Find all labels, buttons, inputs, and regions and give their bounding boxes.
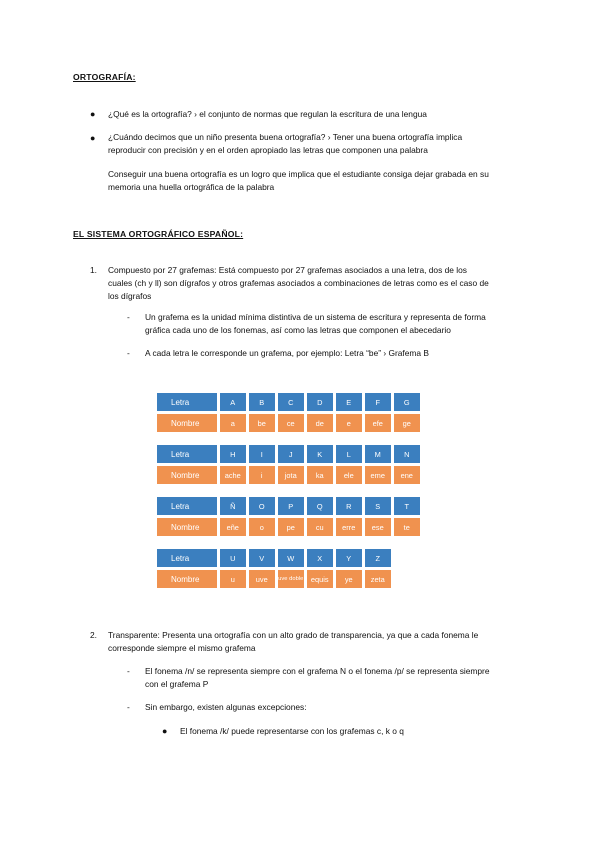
name-cell: uve doble [278, 570, 305, 588]
letter-cell: A [220, 393, 247, 411]
item2-line1: Transparente: Presenta una ortografía con un alto grado de transparencia, ya que a cada fonema le [108, 630, 479, 640]
bullet-dot: ● [162, 726, 168, 736]
nombre-label: Nombre [157, 518, 217, 536]
name-cell: efe [365, 414, 392, 432]
letter-cell: K [307, 445, 334, 463]
name-cell: zeta [365, 570, 392, 588]
letter-cell: E [336, 393, 363, 411]
grafema-definition-line2: gráfica cada uno de los fonemas, así como las letras que componen el abecedario [145, 325, 451, 335]
letter-cell: W [278, 549, 305, 567]
name-cell: eme [365, 466, 392, 484]
item-number-1: 1. [90, 265, 97, 275]
dash-marker: - [127, 348, 130, 358]
name-cell: ache [220, 466, 247, 484]
name-cell: erre [336, 518, 363, 536]
bullet-dot: ● [90, 133, 96, 143]
nombre-label: Nombre [157, 466, 217, 484]
question-buena-ortografia-line2: reproducir con precisión y en el orden apropiado las letras que componen una palabra [108, 145, 428, 155]
name-cell: e [336, 414, 363, 432]
dash-marker: - [127, 312, 130, 322]
name-cell: ele [336, 466, 363, 484]
name-cell: equis [307, 570, 334, 588]
letter-cell: Q [307, 497, 334, 515]
name-cell: jota [278, 466, 305, 484]
letra-label: Letra [157, 445, 217, 463]
name-cell: eñe [220, 518, 247, 536]
name-cell: o [249, 518, 276, 536]
grafema-definition-line1: Un grafema es la unidad mínima distintiva de un sistema de escritura y representa de forma [145, 312, 486, 322]
letter-cell: F [365, 393, 392, 411]
letter-cell: Z [365, 549, 392, 567]
letter-cell: X [307, 549, 334, 567]
letter-cell: N [394, 445, 421, 463]
name-cell: ge [394, 414, 421, 432]
letter-cell: C [278, 393, 305, 411]
letter-cell: T [394, 497, 421, 515]
section-heading-sistema: EL SISTEMA ORTOGRÁFICO ESPAÑOL: [73, 229, 244, 239]
note-line1: Conseguir una buena ortografía es un logro que implica que el estudiante consiga dejar grabada en su [108, 169, 489, 179]
name-cell: be [249, 414, 276, 432]
alphabet-table [155, 389, 418, 594]
letter-cell: I [249, 445, 276, 463]
bullet-dot: ● [90, 109, 96, 119]
letra-label: Letra [157, 393, 217, 411]
letter-cell: J [278, 445, 305, 463]
letter-cell: L [336, 445, 363, 463]
name-cell: uve [249, 570, 276, 588]
name-cell: ene [394, 466, 421, 484]
letter-cell: Y [336, 549, 363, 567]
nombre-label: Nombre [157, 414, 217, 432]
fonema-n-line2: con el grafema P [145, 679, 209, 689]
name-cell: i [249, 466, 276, 484]
note-line2: memoria una huella ortográfica de la palabra [108, 182, 275, 192]
question-ortografia: ¿Qué es la ortografía? › el conjunto de normas que regulan la escritura de una lengua [108, 109, 427, 119]
dash-marker: - [127, 666, 130, 676]
dash-marker: - [127, 702, 130, 712]
letter-cell: U [220, 549, 247, 567]
name-cell: u [220, 570, 247, 588]
item1-line2: cuales (ch y ll) son dígrafos y otros grafemas asociados a combinaciones de letras como es el caso de [108, 278, 489, 288]
letter-cell: B [249, 393, 276, 411]
name-cell: ce [278, 414, 305, 432]
name-cell: cu [307, 518, 334, 536]
letter-cell: G [394, 393, 421, 411]
item-number-2: 2. [90, 630, 97, 640]
letter-cell: H [220, 445, 247, 463]
name-cell: ye [336, 570, 363, 588]
name-cell: ese [365, 518, 392, 536]
grafema-example: A cada letra le corresponde un grafema, por ejemplo: Letra “be” › Grafema B [145, 348, 429, 358]
letter-cell: M [365, 445, 392, 463]
fonema-n-line1: El fonema /n/ se representa siempre con el grafema N o el fonema /p/ se representa siempre [145, 666, 490, 676]
letter-cell: Ñ [220, 497, 247, 515]
letter-cell: D [307, 393, 334, 411]
letter-cell: V [249, 549, 276, 567]
item1-line3: los dígrafos [108, 291, 152, 301]
letter-cell: R [336, 497, 363, 515]
item1-line1: Compuesto por 27 grafemas: Está compuesto por 27 grafemas asociados a una letra, dos de los [108, 265, 467, 275]
letter-cell: O [249, 497, 276, 515]
item2-line2: corresponde siempre el mismo grafema [108, 643, 256, 653]
excepciones-intro: Sin embargo, existen algunas excepciones: [145, 702, 307, 712]
fonema-k-exception: El fonema /k/ puede representarse con los grafemas c, k o q [180, 726, 404, 736]
name-cell: pe [278, 518, 305, 536]
letra-label: Letra [157, 549, 217, 567]
name-cell: ka [307, 466, 334, 484]
letra-label: Letra [157, 497, 217, 515]
name-cell: te [394, 518, 421, 536]
letter-cell: P [278, 497, 305, 515]
letter-cell: S [365, 497, 392, 515]
name-cell: de [307, 414, 334, 432]
nombre-label: Nombre [157, 570, 217, 588]
name-cell: a [220, 414, 247, 432]
section-heading-ortografia: ORTOGRAFÍA: [73, 72, 136, 82]
question-buena-ortografia-line1: ¿Cuándo decimos que un niño presenta buena ortografía? › Tener una buena ortografía implica [108, 132, 463, 142]
